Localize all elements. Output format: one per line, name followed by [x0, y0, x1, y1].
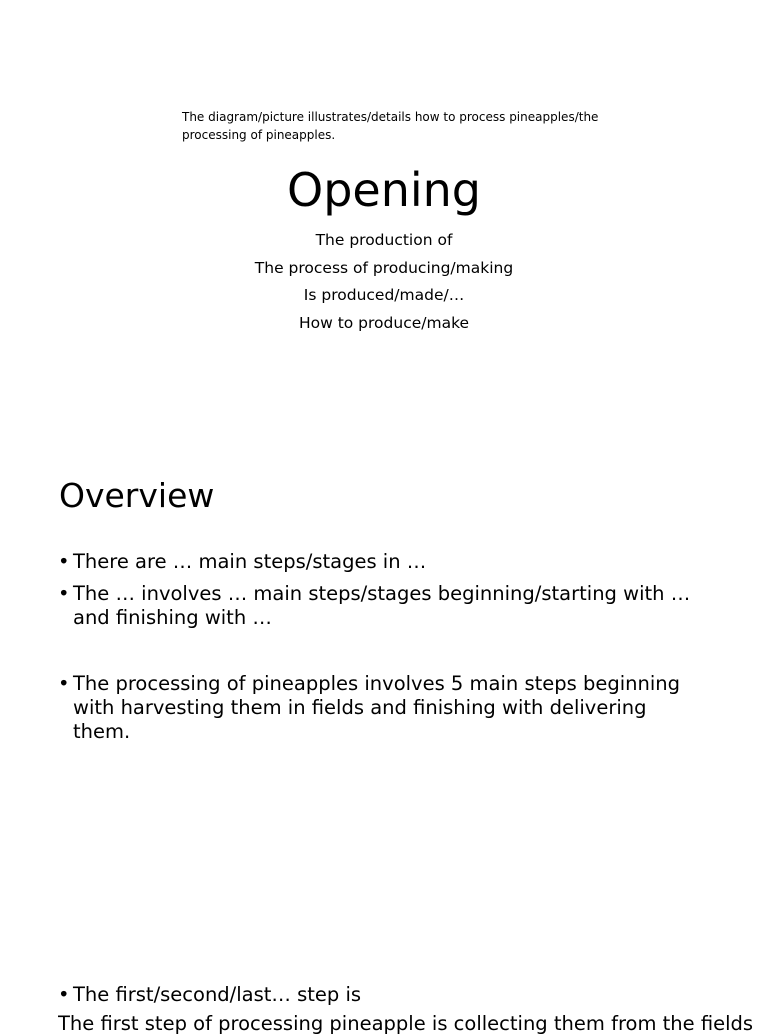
steps-bullet-list	[58, 983, 708, 1007]
overview-bullet-text: There are … main steps/stages in …	[73, 550, 427, 573]
steps-bullet	[58, 983, 708, 1007]
bullet-icon: •	[58, 582, 70, 605]
overview-bullet-list	[58, 582, 708, 630]
opening-phrase: The production of	[315, 231, 453, 249]
overview-bullet	[58, 550, 708, 574]
overview-bullet-text: The processing of pineapples involves 5 main steps beginning with harvesting them in fields and finishing with delivering them.	[73, 672, 681, 743]
overview-bullet	[58, 582, 708, 630]
steps-example-text: The first step of processing pineapple is collecting them from the fields	[58, 1012, 754, 1035]
steps-bullet-text: The first/second/last… step is	[73, 983, 362, 1006]
opening-phrase: How to produce/make	[298, 313, 470, 332]
overview-bullet	[58, 672, 708, 744]
overview-bullet-list	[58, 550, 708, 574]
bullet-icon: •	[58, 983, 70, 1006]
opening-phrase: Is produced/made/…	[303, 286, 465, 304]
bullet-icon: •	[58, 550, 70, 573]
opening-title: Opening	[287, 163, 481, 217]
opening-phrase: The process of producing/making	[254, 258, 514, 277]
overview-bullet-list	[58, 672, 708, 744]
opening-intro-text: The diagram/picture illustrates/details how to process pineapples/the processing of pineapples.	[182, 110, 599, 142]
opening-phrase-list	[0, 227, 768, 337]
overview-title: Overview	[59, 476, 215, 515]
bullet-icon: •	[58, 672, 70, 695]
overview-bullet-text: The … involves … main steps/stages beginning/starting with … and finishing with …	[73, 582, 691, 629]
